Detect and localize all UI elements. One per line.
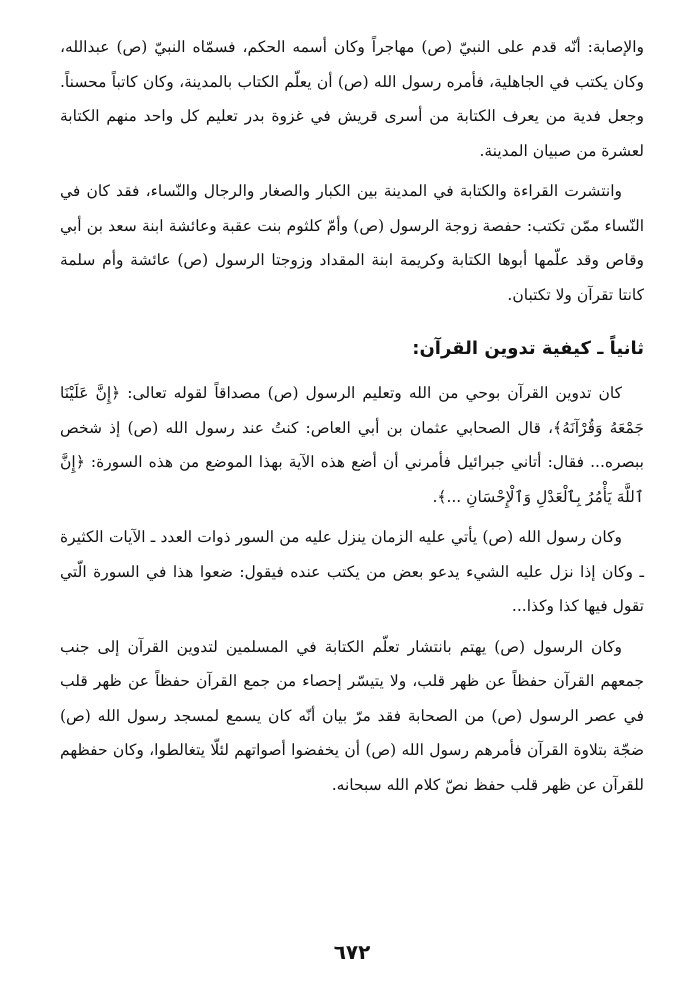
paragraph: والإصابة: أنّه قدم على النبيّ (ص) مهاجراً وكان أسمه الحكم، فسمّاه النبيّ (ص) عبدالله، وكان يكتب في الجاهلية، فأمره رسول الله (ص) أن يعلّم الكتاب بالمدينة، وكان كاتباً محسناً. وجعل فدية من يعرف الكتابة من أسرى قريش في غزوة بدر تعليم كل واحد منهم الكتابة لعشرة من صبيان المدينة. [60,38,644,160]
section-heading: ثانياً ـ كيفية تدوين القرآن: [412,338,644,359]
paragraph: وكان الرسول (ص) يهتم بانتشار تعلّم الكتابة في المسلمين لتدوين القرآن إلى جنب جمعهم القرآن حفظاً عن ظهر قلب، ولا يتيسّر إحصاء من جمع القرآن حفظاً عن ظهر قلب في عصر الرسول (ص) من الصحابة فقد مرّ بيان أنّه كان يسمع لمسجد رسول الله (ص) ضجّة بتلاوة القرآن فأمرهم رسول الله (ص) أن يخفضوا أصواتهم لئلّا يتغالطوا، وكان حفظهم للقرآن عن ظهر قلب حفظ نصّ كلام الله سبحانه. [60,637,644,794]
paragraph: وكان رسول الله (ص) يأتي عليه الزمان ينزل عليه من السور ذوات العدد ـ الآيات الكثيرة ـ وكان إذا نزل عليه الشيء يدعو بعض من يكتب عنده فيقول: ضعوا هذا في السورة الّتي تقول فيها كذا وكذا... [60,528,644,615]
document-page [60,30,644,970]
paragraph: وانتشرت القراءة والكتابة في المدينة بين الكبار والصغار والرجال والنّساء، فقد كان في النّساء ممّن تكتب: حفصة زوجة الرسول (ص) وأمّ كلثوم بنت عقبة وعائشة ابنة سعد بن أبي وقاص وقد علّمها أبوها الكتابة وكريمة ابنة المقداد وزوجتا الرسول (ص) عائشة وأم سلمة كانتا تقرآن ولا تكتبان. [60,182,644,304]
paragraph: كان تدوين القرآن بوحي من الله وتعليم الرسول (ص) مصداقاً لقوله تعالى: ﴿إِنَّ عَلَيْنَا جَمْعَهُ وَقُرْآنَهُ﴾، قال الصحابي عثمان بن أبي العاص: كنتُ عند رسول الله (ص) إذ شخص ببصره... فقال: أتاني جبرائيل فأمرني أن أضع هذه الآية بهذا الموضع من هذه السورة: ﴿إِنَّ ٱللَّهَ يَأْمُرُ بِٱلْعَدْلِ وَٱلْإِحْسَانِ ...﴾. [60,384,644,506]
page-number: ٦٧٢ [333,940,371,964]
